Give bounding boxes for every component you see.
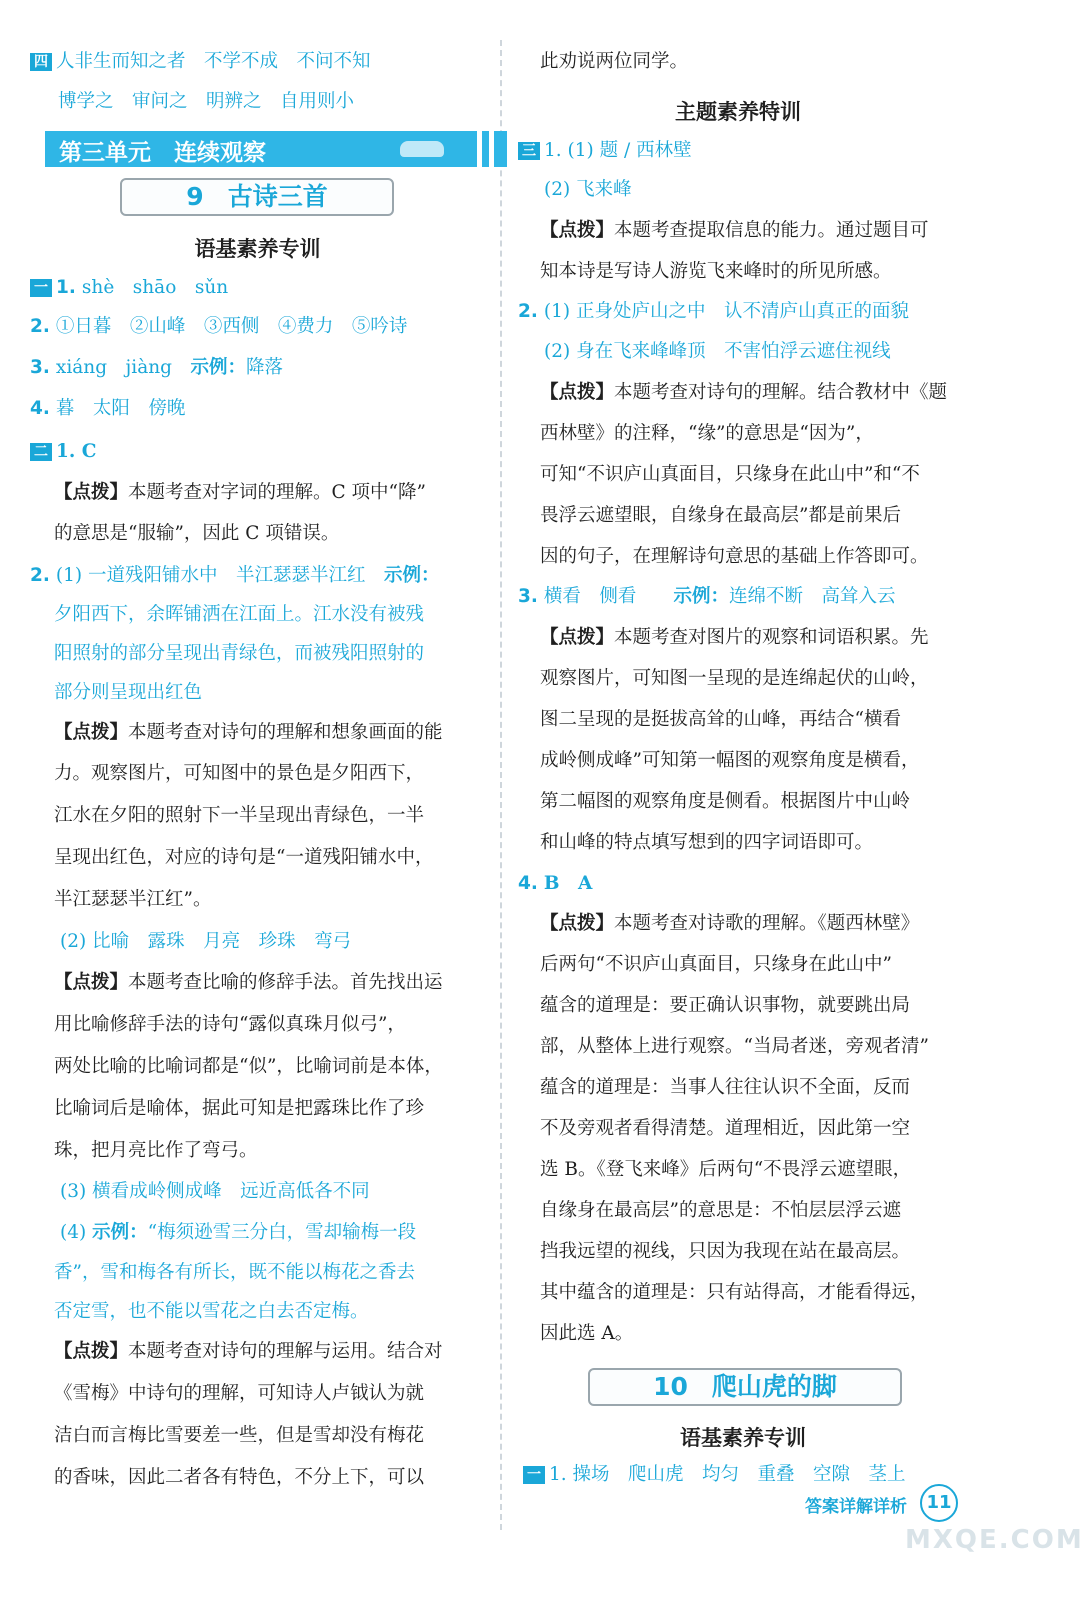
p1-q2 [30,315,407,339]
example-label: 示例： [384,565,440,586]
q2-4-prefix: (4) [60,1222,93,1243]
example-label: 示例： [92,1222,148,1243]
tip-label: 【点拨】 [540,220,615,241]
footer-label: 答案详解详析 [805,1497,907,1517]
r-q3 [518,585,895,609]
q2-line3: 阳照射的部分呈现出青绿色，而被残阳照射的 [54,643,425,664]
lesson10-number: 10 [653,1372,688,1401]
tip-label: 【点拨】 [540,627,615,648]
banner-bar-left [35,131,40,167]
q-number: 3. [518,586,538,607]
s4-line1-text: 人非生而知之者 不学不成 不问不知 [56,51,371,72]
q2-4-text: “梅须逊雪三分白，雪却输梅一段 [147,1222,417,1243]
tip3-line5: 珠，把月亮比作了弯弓。 [54,1140,258,1161]
r-q2-line2: (2) 身在飞来峰峰顶 不害怕浮云遮住视线 [544,341,891,362]
s4-line1 [30,50,371,74]
tip2-line2: 力。观察图片，可知图中的景色是夕阳西下， [54,763,425,784]
s4-line2: 博学之 审问之 明辨之 自用则小 [58,91,355,112]
tip-label: 【点拨】 [540,913,615,934]
q-number: 1. [56,277,76,298]
tip-label: 【点拨】 [54,482,129,503]
tip8-line9: 挡我远望的视线，只因为我现在站在最高层。 [540,1241,911,1262]
unit-banner [45,131,507,167]
tip6-line5: 因的句子，在理解诗句意思的基础上作答即可。 [540,546,929,567]
tip7-line4: 成岭侧成峰”可知第一幅图的观察角度是横看， [540,750,920,771]
example-label: 示例： [673,586,729,607]
tip3-line1 [54,971,443,995]
n1-q1-text: 1. 操场 爬山虎 均匀 重叠 空隙 茎上 [549,1464,906,1485]
q2-2: (2) 比喻 露珠 月亮 珍珠 弯弓 [60,931,352,952]
p2-q1-text: 1. C [56,441,97,462]
q2-4-line3: 否定雪，也不能以雪花之白去否定梅。 [54,1301,369,1322]
watermark: MXQE.COM [905,1525,1084,1555]
section-marker-1: 一 [30,279,52,297]
tip8-line3: 蕴含的道理是：要正确认识事物，就要跳出局 [540,995,911,1016]
tip7-line1 [540,626,929,650]
section-title-basics: 语基素养专训 [194,237,321,261]
tip8-line4: 部，从整体上进行观察。“当局者迷，旁观者清” [540,1036,929,1057]
section-marker-3: 三 [518,142,540,160]
p1-q3 [30,356,283,380]
q-number: 4. [30,398,50,419]
p1-q4-text: 暮 太阳 傍晚 [55,398,186,419]
tip-label: 【点拨】 [54,1341,129,1362]
tip4-line2: 《雪梅》中诗句的理解，可知诗人卢钺认为就 [54,1383,425,1404]
tip8-line11: 因此选 A。 [540,1323,634,1344]
tip4-line3: 洁白而言梅比雪要差一些，但是雪却没有梅花 [54,1425,425,1446]
q2-line4: 部分则呈现出红色 [54,682,203,703]
banner-bar-right-2 [489,131,494,167]
tip8-line1 [540,912,919,936]
tip6-line1 [540,381,947,405]
tip8-line6: 不及旁观者看得清楚。道理相近，因此第一空 [540,1118,911,1139]
tip8-line7: 选 B。《登飞来峰》后两句“不畏浮云遮望眼， [540,1159,912,1180]
lesson10-title-box [588,1368,902,1406]
p1-q3-pinyin: xiáng jiàng [55,357,172,378]
lesson9-number: 9 [186,182,204,211]
tip7-line3: 图二呈现的是挺拔高耸的山峰，再结合“横看 [540,709,901,730]
tip8-line8: 自缘身在最高层”的意思是：不怕层层浮云遮 [540,1200,901,1221]
tip5-line1 [540,219,929,243]
q2-3: (3) 横看成岭侧成峰 远近高低各不同 [60,1181,370,1202]
tip4-l1-text: 本题考查对诗句的理解与运用。结合对 [128,1341,443,1362]
tip5-line2: 知本诗是写诗人游览飞来峰时的所见所感。 [540,261,892,282]
tip7-l1-text: 本题考查对图片的观察和词语积累。先 [614,627,929,648]
m1-q1b: (2) 飞来峰 [544,179,632,200]
q-number: 2. [30,316,50,337]
tip-label: 【点拨】 [54,972,129,993]
tip7-line2: 观察图片，可知图一呈现的是连绵起伏的山岭， [540,668,929,689]
tip1-l1-text: 本题考查对字词的理解。C 项中“降” [128,482,426,503]
column-divider [500,40,502,1530]
tip-label: 【点拨】 [540,382,615,403]
q2-line2: 夕阳西下，余晖铺洒在江面上。江水没有被残 [54,604,425,625]
q-number: 2. [30,565,50,586]
tip4-line4: 的香味，因此二者各有特色，不分上下，可以 [54,1467,425,1488]
tip3-line3: 两处比喻的比喻词都是“似”，比喻词前是本体， [54,1056,443,1077]
section-marker-1b: 一 [523,1466,545,1484]
tip2-l1-text: 本题考查对诗句的理解和想象画面的能 [128,722,443,743]
section-marker-4: 四 [30,53,52,71]
q-number: 4. [518,873,538,894]
tip2-line1 [54,721,443,745]
q2-l1-text: (1) 一道残阳铺水中 半江瑟瑟半江红 [55,565,366,586]
r-q4 [518,872,592,896]
banner-bar-right-1 [477,131,482,167]
tip8-line10: 其中蕴含的道理是：只有站得高，才能看得远， [540,1282,929,1303]
tip6-line4: 畏浮云遮望眼，自缘身在最高层”都是前果后 [540,505,901,526]
p2-q1 [30,440,96,464]
section-title-basics-2: 语基素养专训 [680,1426,806,1450]
tip4-line1 [54,1340,443,1364]
p1-q3-word: 降落 [246,357,284,378]
tip2-line3: 江水在夕阳的照射下一半呈现出青绿色，一半 [54,805,425,826]
lesson9-title-box [120,178,394,216]
tip3-line2: 用比喻修辞手法的诗句“露似真珠月似弓”， [54,1014,406,1035]
q-number: 2. [518,301,538,322]
tip2-line5: 半江瑟瑟半江红”。 [54,889,212,910]
m1-q1-text: 1. (1) 题 / 西林壁 [544,140,692,161]
tip3-l1-text: 本题考查比喻的修辞手法。首先找出运 [128,972,443,993]
tip8-line2: 后两句“不识庐山真面目，只缘身在此山中” [540,954,892,975]
page-number: 11 [920,1484,958,1522]
tip7-line6: 和山峰的特点填写想到的四字词语即可。 [540,832,874,853]
car-icon [400,141,444,157]
p1-q1-text: shè shāo sǔn [81,277,229,298]
tip1-line1 [54,481,426,505]
p1-q2-text: ①日暮 ②山峰 ③西侧 ④费力 ⑤吟诗 [55,316,408,337]
p1-q1 [30,276,228,300]
tip1-line2: 的意思是“服输”，因此 C 项错误。 [54,523,340,544]
tip8-l1-text: 本题考查对诗歌的理解。《题西林壁》 [614,913,920,934]
tip6-line2: 西林壁》的注释，“缘”的意思是“因为”， [540,423,874,444]
n1-q1 [523,1463,906,1487]
lesson9-title: 古诗三首 [227,182,328,211]
right-line0: 此劝说两位同学。 [540,51,689,72]
tip8-line5: 蕴含的道理是：当事人往往认识不全面，反而 [540,1077,911,1098]
section-marker-2: 二 [30,443,52,461]
p1-q4 [30,397,185,421]
tip6-line3: 可知“不识庐山真面目，只缘身在此山中”和“不 [540,464,920,485]
r-q2-line1 [518,300,909,324]
r-q2-l1-text: (1) 正身处庐山之中 认不清庐山真正的面貌 [543,301,909,322]
example-label: 示例： [190,357,247,378]
section-title-theme: 主题素养特训 [675,100,801,124]
q-number: 3. [30,357,50,378]
tip2-line4: 呈现出红色，对应的诗句是“一道残阳铺水中， [54,847,434,868]
tip3-line4: 比喻词后是喻体，据此可知是把露珠比作了珍 [54,1098,425,1119]
q2-4-line1 [60,1221,416,1245]
lesson10-title: 爬山虎的脚 [711,1372,837,1401]
r-q3-a: 横看 侧看 [543,586,637,607]
r-q3-b: 连绵不断 高耸入云 [728,586,896,607]
tip5-l1-text: 本题考查提取信息的能力。通过题目可 [614,220,929,241]
q2-line1 [30,564,440,588]
q2-4-line2: 香”，雪和梅各有所长，既不能以梅花之香去 [54,1262,415,1283]
tip6-l1-text: 本题考查对诗句的理解。结合教材中《题 [614,382,948,403]
m1-q1 [518,139,692,163]
tip7-line5: 第二幅图的观察角度是侧看。根据图片中山岭 [540,791,911,812]
unit-title: 第三单元 连续观察 [59,140,266,166]
r-q4-text: B A [543,873,593,894]
tip-label: 【点拨】 [54,722,129,743]
